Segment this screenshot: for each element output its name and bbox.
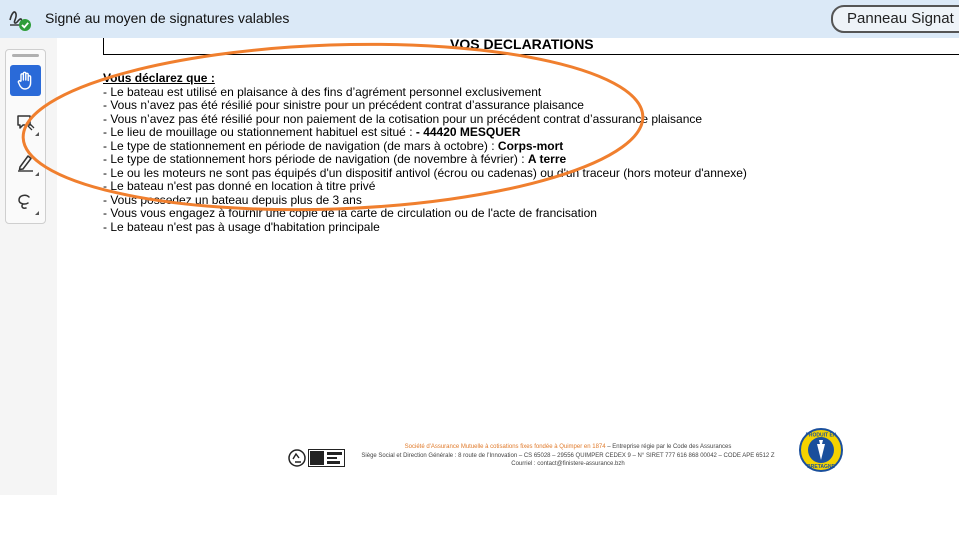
declaration-line: - Vous vous engagez à fournir une copie de la carte de circulation ou de l'acte de francisation [103, 206, 597, 220]
section-title: VOS DECLARATIONS [450, 36, 594, 52]
footer-line-2: Siège Social et Direction Générale : 8 route de l’Innovation – CS 65028 – 29556 QUIMPER CEDEX 9 – N° SIRET 777 616 868 00042 – CODE APE 6512 Z [361, 452, 775, 459]
submenu-indicator [35, 132, 39, 136]
declaration-line: - Le ou les moteurs ne sont pas équipés d'un dispositif antivol (écrou ou cadenas) ou d'un traceur (hors moteur d'annexe) [103, 165, 747, 180]
declaration-line-mooring [103, 126, 747, 140]
signature-status-bar [0, 0, 959, 38]
declaration-text: - Le type de stationnement en période de navigation (de mars à octobre) : [103, 138, 498, 153]
footer-email: Courriel : contact@finistere-assurance.bzh [511, 461, 625, 467]
declarations-intro: Vous déclarez que : [103, 71, 215, 85]
declaration-line: - Le bateau est utilisé en plaisance à des fins d’agrément personnel exclusivement [103, 84, 542, 99]
submenu-indicator [35, 172, 39, 176]
comment-tool-button[interactable] [10, 107, 41, 138]
hand-icon [15, 70, 36, 91]
mooring-value: - 44420 MESQUER [415, 125, 521, 139]
footer-line-1 [353, 443, 783, 452]
declaration-line: - Le bateau n'est pas à usage d'habitation principale [103, 219, 380, 234]
declarations-block [103, 72, 747, 234]
lasso-icon [15, 191, 36, 212]
season-mooring-value: Corps-mort [497, 138, 564, 153]
highlight-tool-button[interactable] [10, 147, 41, 178]
declaration-line: - Vous possedez un bateau depuis plus de 3 ans [103, 192, 362, 207]
hand-tool-button[interactable] [10, 65, 41, 96]
draw-tool-button[interactable] [10, 186, 41, 217]
signature-valid-icon [7, 6, 33, 32]
signature-status-text: Signé au moyen de signatures valables [45, 10, 290, 26]
offseason-mooring-value: A terre [527, 152, 567, 166]
badge-top-text: PRODUIT EN [805, 432, 837, 439]
footer-company: Société d'Assurance Mutuelle à cotisations fixes fondée à Quimper en 1874 [404, 444, 606, 450]
declaration-text: - Le type de stationnement hors période de navigation (de novembre à février) : [103, 152, 528, 166]
footer-regulation: – Entreprise régie par le Code des Assurances [605, 444, 732, 450]
declaration-line: - Le bateau n'est pas donné en location à titre privé [103, 179, 376, 193]
submenu-indicator [35, 211, 39, 215]
document-footer [353, 443, 783, 469]
signature-panel-button[interactable]: Panneau Signat [831, 5, 959, 33]
declaration-line: - Vous n’avez pas été résilié pour sinistre pour un précédent contrat d’assurance plaisance [103, 98, 584, 112]
declaration-line-offseason [103, 153, 747, 167]
toolbar-grip[interactable] [12, 54, 39, 57]
pen-icon [15, 152, 36, 173]
comment-icon [15, 112, 36, 133]
declaration-line-season [103, 140, 747, 154]
certification-logo [308, 449, 345, 467]
produit-en-bretagne-badge [799, 428, 843, 472]
declaration-line: - Vous n’avez pas été résilié pour non paiement de la cotisation pour un précédent contrat d’assurance plaisance [103, 111, 703, 126]
declaration-text: - Le lieu de mouillage ou stationnement habituel est situé : [103, 125, 416, 139]
recycle-logo [288, 449, 306, 467]
annotation-toolbar [5, 49, 46, 224]
badge-bottom-text: BRETAGNE [807, 464, 835, 470]
